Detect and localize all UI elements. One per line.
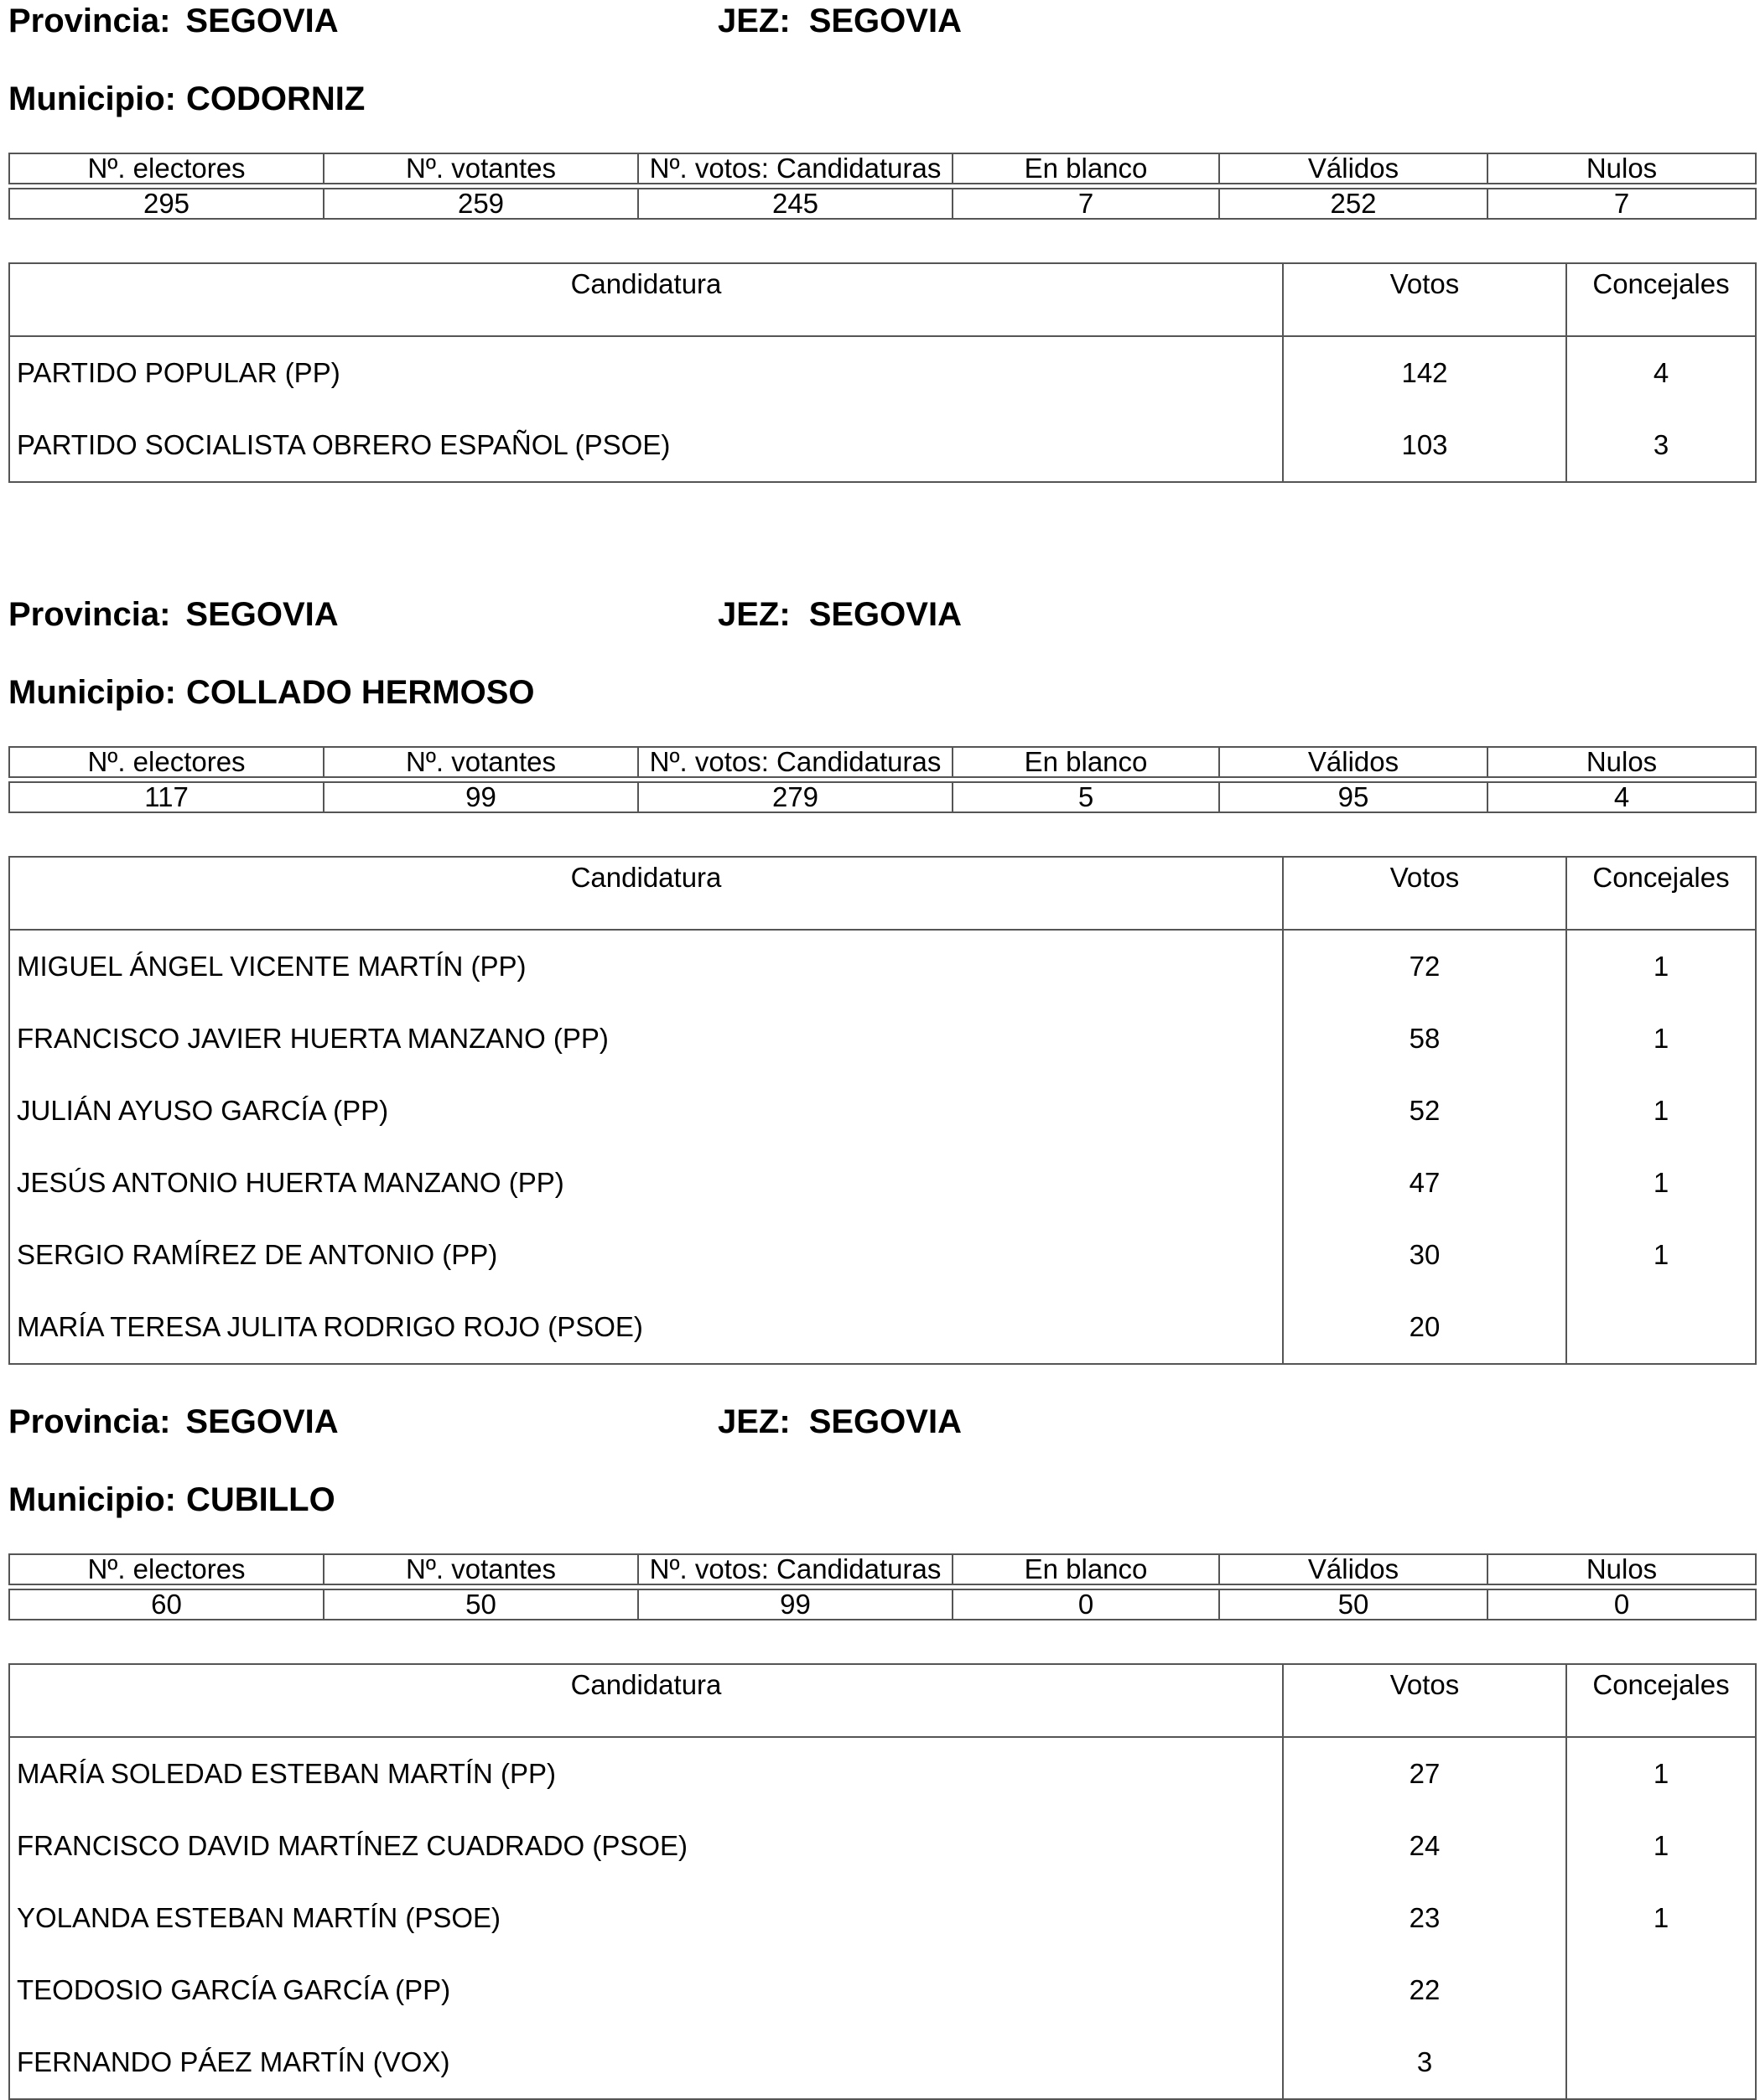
candidate-row	[9, 930, 1756, 1003]
candidates-header-row	[9, 1664, 1756, 1737]
nulos-header: Nulos	[1487, 747, 1756, 777]
jez-value: SEGOVIA	[808, 596, 962, 633]
candidate-row	[9, 1291, 1756, 1364]
nulos-value: 4	[1487, 782, 1756, 812]
concejales-header: Concejales	[1566, 1664, 1756, 1737]
votantes-value: 50	[324, 1589, 638, 1620]
electores-header: Nº. electores	[9, 747, 324, 777]
electores-value: 295	[9, 189, 324, 219]
candidate-name: FRANCISCO JAVIER HUERTA MANZANO (PP)	[9, 1003, 1283, 1075]
votos-candidaturas-value: 245	[638, 189, 953, 219]
votantes-header: Nº. votantes	[324, 747, 638, 777]
candidates-table	[8, 856, 1757, 1365]
candidate-row	[9, 1219, 1756, 1291]
candidate-row	[9, 336, 1756, 409]
municipio-label: Municipio:	[8, 674, 176, 711]
candidates-header-row	[9, 857, 1756, 930]
jez-line	[718, 1401, 962, 1443]
candidate-name: MIGUEL ÁNGEL VICENTE MARTÍN (PP)	[9, 930, 1283, 1003]
candidate-name: TEODOSIO GARCÍA GARCÍA (PP)	[9, 1954, 1283, 2026]
candidate-name: JULIÁN AYUSO GARCÍA (PP)	[9, 1075, 1283, 1147]
candidate-concejales: 1	[1653, 1095, 1669, 1126]
candidate-concejales	[1566, 2026, 1756, 2099]
candidate-concejales: 1	[1653, 951, 1669, 982]
municipio-line	[8, 1479, 335, 1521]
candidate-name: MARÍA TERESA JULITA RODRIGO ROJO (PSOE)	[9, 1291, 1283, 1364]
concejales-header: Concejales	[1566, 857, 1756, 930]
en-blanco-value: 0	[953, 1589, 1219, 1620]
candidate-concejales: 1	[1653, 1023, 1669, 1054]
municipio-value: CUBILLO	[185, 1481, 335, 1518]
provincia-line	[8, 0, 339, 42]
provincia-label: Provincia:	[8, 596, 171, 633]
stats-header-row	[9, 1554, 1756, 1584]
votos-candidaturas-header: Nº. votos: Candidaturas	[638, 747, 953, 777]
candidate-row	[9, 1882, 1756, 1954]
electores-value: 117	[9, 782, 324, 812]
validos-value: 95	[1219, 782, 1487, 812]
en-blanco-header: En blanco	[953, 1554, 1219, 1584]
votos-header: Votos	[1283, 857, 1566, 930]
candidate-votos: 142	[1283, 336, 1566, 409]
candidatura-header: Candidatura	[9, 857, 1283, 930]
stats-value-row	[9, 1589, 1756, 1620]
candidate-concejales: 1	[1653, 1830, 1669, 1861]
en-blanco-header: En blanco	[953, 153, 1219, 184]
stats-table	[8, 1553, 1757, 1620]
provincia-line	[8, 1401, 339, 1443]
validos-value: 252	[1219, 189, 1487, 219]
candidate-row	[9, 1147, 1756, 1219]
candidate-name: MARÍA SOLEDAD ESTEBAN MARTÍN (PP)	[9, 1737, 1283, 1810]
provincia-label: Provincia:	[8, 3, 171, 39]
municipio-label: Municipio:	[8, 80, 176, 117]
provincia-value: SEGOVIA	[185, 1403, 339, 1440]
candidate-name: SERGIO RAMÍREZ DE ANTONIO (PP)	[9, 1219, 1283, 1291]
jez-line	[718, 594, 962, 635]
candidate-votos: 22	[1283, 1954, 1566, 2026]
candidates-header-row	[9, 263, 1756, 336]
candidate-votos: 3	[1283, 2026, 1566, 2099]
nulos-value: 0	[1487, 1589, 1756, 1620]
electores-value: 60	[9, 1589, 324, 1620]
municipio-value: CODORNIZ	[185, 80, 366, 117]
candidate-row	[9, 2026, 1756, 2099]
jez-line	[718, 0, 962, 42]
validos-header: Válidos	[1219, 747, 1487, 777]
candidatura-header: Candidatura	[9, 263, 1283, 336]
candidate-concejales: 1	[1653, 1167, 1669, 1198]
candidate-row	[9, 1075, 1756, 1147]
candidate-row	[9, 1003, 1756, 1075]
en-blanco-header: En blanco	[953, 747, 1219, 777]
candidatura-header: Candidatura	[9, 1664, 1283, 1737]
provincia-line	[8, 594, 339, 635]
validos-header: Válidos	[1219, 153, 1487, 184]
candidate-name: YOLANDA ESTEBAN MARTÍN (PSOE)	[9, 1882, 1283, 1954]
municipio-value: COLLADO HERMOSO	[185, 674, 535, 711]
votantes-value: 259	[324, 189, 638, 219]
candidate-votos: 30	[1283, 1219, 1566, 1291]
votos-header: Votos	[1283, 1664, 1566, 1737]
electores-header: Nº. electores	[9, 153, 324, 184]
candidate-row	[9, 409, 1756, 482]
stats-header-row	[9, 153, 1756, 184]
concejales-header: Concejales	[1566, 263, 1756, 336]
candidate-concejales: 3	[1653, 429, 1669, 460]
jez-value: SEGOVIA	[808, 1403, 962, 1440]
validos-value: 50	[1219, 1589, 1487, 1620]
stats-value-row	[9, 189, 1756, 219]
candidate-concejales	[1566, 1291, 1756, 1364]
jez-label: JEZ:	[718, 1403, 791, 1440]
provincia-value: SEGOVIA	[185, 596, 339, 633]
candidate-votos: 27	[1283, 1737, 1566, 1810]
votantes-header: Nº. votantes	[324, 153, 638, 184]
stats-header-row	[9, 747, 1756, 777]
candidate-name: PARTIDO SOCIALISTA OBRERO ESPAÑOL (PSOE)	[9, 409, 1283, 482]
candidate-votos: 47	[1283, 1147, 1566, 1219]
candidate-name: PARTIDO POPULAR (PP)	[9, 336, 1283, 409]
candidate-votos: 24	[1283, 1810, 1566, 1882]
stats-table	[8, 746, 1757, 813]
votos-candidaturas-value: 99	[638, 1589, 953, 1620]
candidate-row	[9, 1954, 1756, 2026]
provincia-label: Provincia:	[8, 1403, 171, 1440]
candidates-table	[8, 1663, 1757, 2100]
votantes-header: Nº. votantes	[324, 1554, 638, 1584]
votos-header: Votos	[1283, 263, 1566, 336]
candidate-concejales: 4	[1653, 357, 1669, 388]
validos-header: Válidos	[1219, 1554, 1487, 1584]
municipio-line	[8, 671, 535, 713]
candidate-name: FRANCISCO DAVID MARTÍNEZ CUADRADO (PSOE)	[9, 1810, 1283, 1882]
votos-candidaturas-value: 279	[638, 782, 953, 812]
jez-value: SEGOVIA	[808, 3, 962, 39]
votantes-value: 99	[324, 782, 638, 812]
candidate-votos: 58	[1283, 1003, 1566, 1075]
en-blanco-value: 5	[953, 782, 1219, 812]
candidate-votos: 103	[1283, 409, 1566, 482]
stats-value-row	[9, 782, 1756, 812]
votos-candidaturas-header: Nº. votos: Candidaturas	[638, 1554, 953, 1584]
candidate-votos: 23	[1283, 1882, 1566, 1954]
candidate-concejales: 1	[1653, 1758, 1669, 1789]
jez-label: JEZ:	[718, 3, 791, 39]
candidate-votos: 72	[1283, 930, 1566, 1003]
candidate-concejales	[1566, 1954, 1756, 2026]
nulos-value: 7	[1487, 189, 1756, 219]
candidate-row	[9, 1810, 1756, 1882]
candidate-name: FERNANDO PÁEZ MARTÍN (VOX)	[9, 2026, 1283, 2099]
candidate-row	[9, 1737, 1756, 1810]
candidate-votos: 20	[1283, 1291, 1566, 1364]
candidate-concejales: 1	[1653, 1239, 1669, 1270]
candidates-table	[8, 262, 1757, 483]
municipio-line	[8, 78, 365, 120]
candidate-concejales: 1	[1653, 1902, 1669, 1933]
votos-candidaturas-header: Nº. votos: Candidaturas	[638, 153, 953, 184]
jez-label: JEZ:	[718, 596, 791, 633]
electores-header: Nº. electores	[9, 1554, 324, 1584]
stats-table	[8, 153, 1757, 220]
nulos-header: Nulos	[1487, 1554, 1756, 1584]
provincia-value: SEGOVIA	[185, 3, 339, 39]
candidate-name: JESÚS ANTONIO HUERTA MANZANO (PP)	[9, 1147, 1283, 1219]
en-blanco-value: 7	[953, 189, 1219, 219]
candidate-votos: 52	[1283, 1075, 1566, 1147]
municipio-label: Municipio:	[8, 1481, 176, 1518]
nulos-header: Nulos	[1487, 153, 1756, 184]
